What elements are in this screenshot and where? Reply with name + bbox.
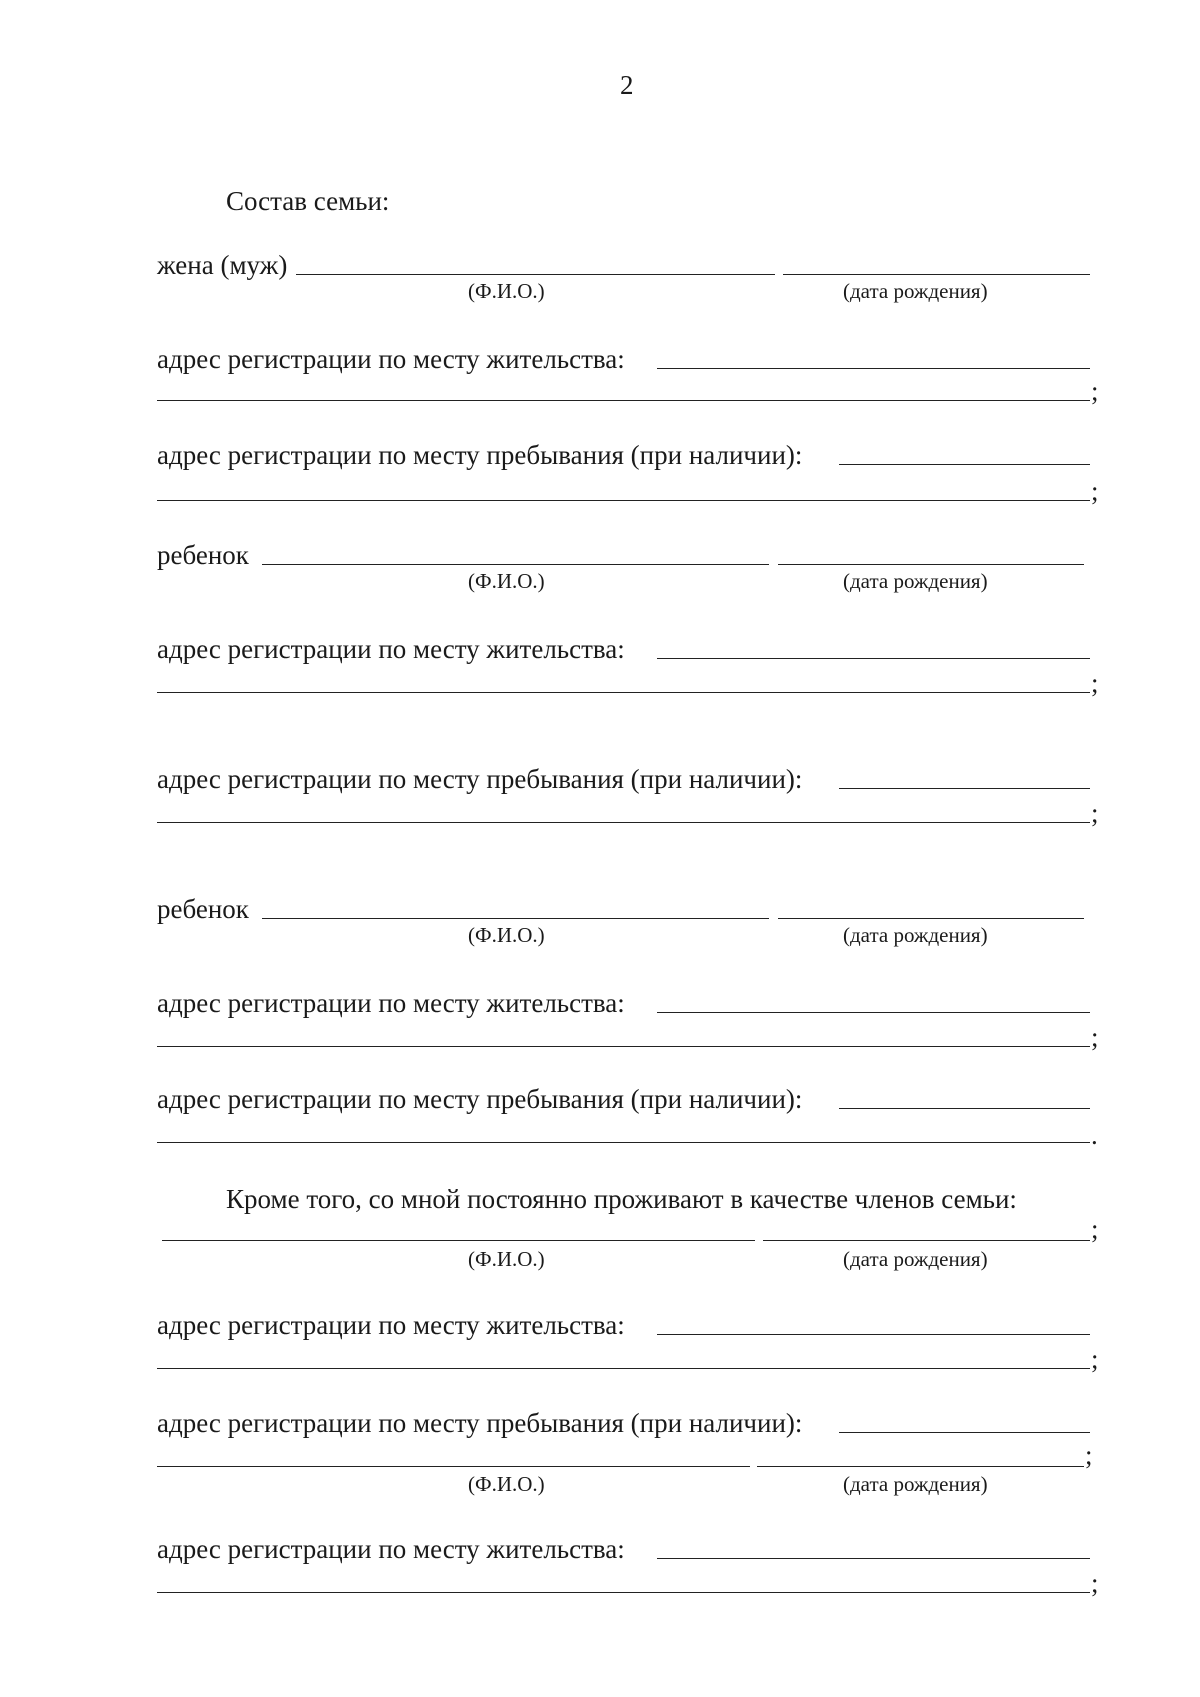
other-2-dob-caption: (дата рождения): [843, 1472, 988, 1496]
child-1-residence-line-1[interactable]: [657, 658, 1090, 659]
child-2-residence-label: адрес регистрации по месту жительства:: [157, 988, 625, 1018]
other-members-heading: Кроме того, со мной постоянно проживают в качестве членов семьи:: [226, 1184, 1017, 1214]
child-2-stay-end: .: [1091, 1120, 1098, 1150]
child-1-dob-line[interactable]: [778, 564, 1084, 565]
other-1-fio-line[interactable]: [162, 1240, 755, 1241]
other-1-dob-line[interactable]: [763, 1240, 1090, 1241]
child-1-stay-line-2[interactable]: [157, 822, 1090, 823]
other-2-fio-line[interactable]: [157, 1466, 750, 1467]
child-2-stay-line-1[interactable]: [839, 1108, 1090, 1109]
other-1-residence-label: адрес регистрации по месту жительства:: [157, 1310, 625, 1340]
child-1-stay-line-1[interactable]: [839, 788, 1090, 789]
spouse-stay-label: адрес регистрации по месту пребывания (при наличии):: [157, 440, 803, 470]
other-1-stay-end: ;: [1085, 1440, 1093, 1470]
child-2-residence-line-2[interactable]: [157, 1046, 1090, 1047]
spouse-dob-caption: (дата рождения): [843, 279, 988, 303]
other-2-dob-line[interactable]: [757, 1466, 1084, 1467]
child-1-label: ребенок: [157, 540, 249, 570]
spouse-stay-end: ;: [1091, 476, 1099, 506]
child-2-dob-line[interactable]: [778, 918, 1084, 919]
other-1-residence-end: ;: [1091, 1344, 1099, 1374]
child-1-stay-label: адрес регистрации по месту пребывания (при наличии):: [157, 764, 803, 794]
child-2-fio-line[interactable]: [262, 918, 769, 919]
child-1-residence-line-2[interactable]: [157, 692, 1090, 693]
other-1-dob-caption: (дата рождения): [843, 1247, 988, 1271]
child-1-dob-caption: (дата рождения): [843, 569, 988, 593]
page-number: 2: [620, 70, 634, 100]
child-1-residence-label: адрес регистрации по месту жительства:: [157, 634, 625, 664]
other-2-fio-caption: (Ф.И.О.): [468, 1472, 545, 1496]
child-1-fio-caption: (Ф.И.О.): [468, 569, 545, 593]
spouse-stay-line-1[interactable]: [839, 464, 1090, 465]
child-2-fio-caption: (Ф.И.О.): [468, 923, 545, 947]
child-1-stay-end: ;: [1091, 798, 1099, 828]
spouse-residence-label: адрес регистрации по месту жительства:: [157, 344, 625, 374]
spouse-label: жена (муж): [157, 250, 288, 280]
other-2-residence-end: ;: [1091, 1568, 1099, 1598]
other-1-stay-line-1[interactable]: [839, 1432, 1090, 1433]
spouse-residence-line-2[interactable]: [157, 400, 1090, 401]
spouse-residence-end: ;: [1091, 376, 1099, 406]
spouse-residence-line-1[interactable]: [657, 368, 1090, 369]
other-1-stay-label: адрес регистрации по месту пребывания (при наличии):: [157, 1408, 803, 1438]
child-2-dob-caption: (дата рождения): [843, 923, 988, 947]
child-2-residence-end: ;: [1091, 1022, 1099, 1052]
other-1-name-end: ;: [1091, 1214, 1099, 1244]
child-2-stay-label: адрес регистрации по месту пребывания (при наличии):: [157, 1084, 803, 1114]
other-1-residence-line-1[interactable]: [657, 1334, 1090, 1335]
child-1-residence-end: ;: [1091, 668, 1099, 698]
other-2-residence-line-2[interactable]: [157, 1592, 1090, 1593]
child-2-label: ребенок: [157, 894, 249, 924]
child-2-residence-line-1[interactable]: [657, 1012, 1090, 1013]
spouse-fio-line[interactable]: [296, 274, 775, 275]
other-2-residence-label: адрес регистрации по месту жительства:: [157, 1534, 625, 1564]
spouse-stay-line-2[interactable]: [157, 500, 1090, 501]
other-1-residence-line-2[interactable]: [157, 1368, 1090, 1369]
spouse-fio-caption: (Ф.И.О.): [468, 279, 545, 303]
other-2-residence-line-1[interactable]: [657, 1558, 1090, 1559]
other-1-fio-caption: (Ф.И.О.): [468, 1247, 545, 1271]
child-2-stay-line-2[interactable]: [157, 1142, 1090, 1143]
family-composition-heading: Состав семьи:: [226, 186, 390, 216]
spouse-dob-line[interactable]: [783, 274, 1090, 275]
child-1-fio-line[interactable]: [262, 564, 769, 565]
